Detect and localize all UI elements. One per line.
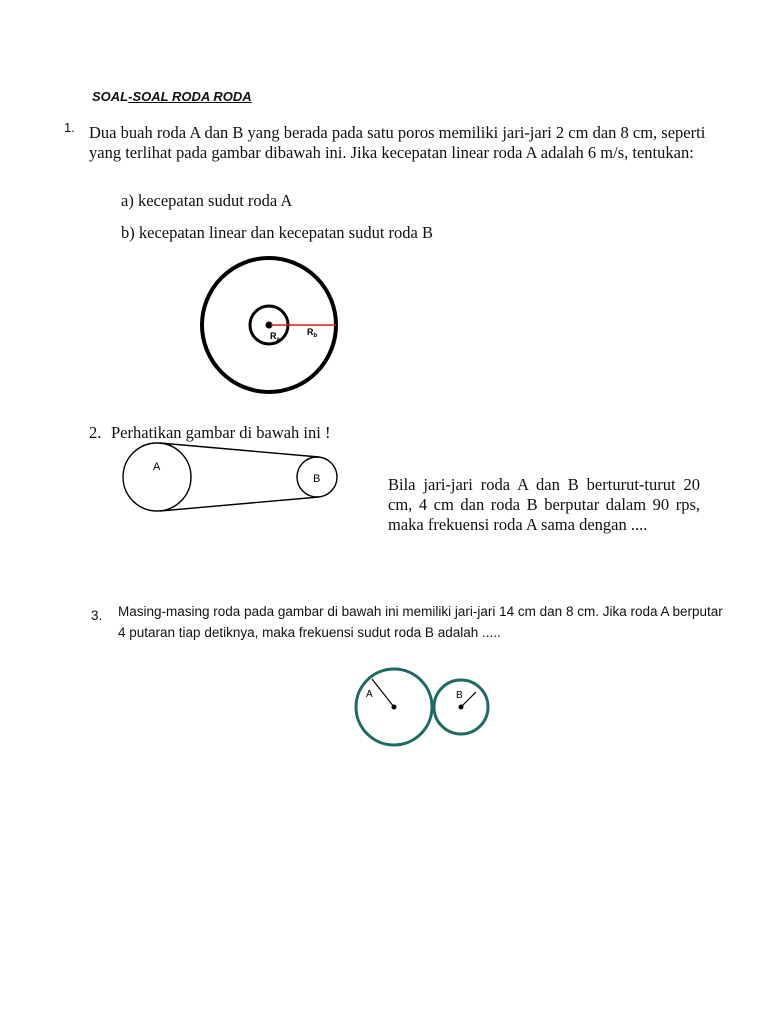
wheel-a-circle — [123, 443, 191, 511]
question-3-number: 3. — [91, 608, 103, 623]
label-a: A — [153, 461, 161, 473]
contact-wheels-diagram — [350, 665, 495, 747]
label-rb: $R_b$ — [307, 327, 318, 339]
question-1-option-b: b) kecepatan linear dan kecepatan sudut roda B — [121, 223, 433, 242]
label-ra: $R_a$ — [270, 331, 280, 343]
label-b: B — [313, 473, 321, 485]
question-2-text: Perhatikan gambar di bawah ini ! — [111, 423, 331, 442]
title-underlined: -SOAL RODA RODA — [128, 89, 252, 104]
label-a: A — [366, 689, 373, 700]
question-2-number: 2. — [89, 423, 102, 442]
belt-bottom-line — [160, 497, 319, 511]
title-prefix: SOAL — [92, 89, 129, 104]
center-b-dot — [459, 705, 464, 710]
belt-wheels-diagram — [118, 440, 343, 518]
belt-top-line — [160, 443, 319, 457]
radius-b-line — [461, 692, 476, 707]
question-1-text: Dua buah roda A dan B yang berada pada satu poros memiliki jari-jari 2 cm dan 8 cm, seperti yang terlihat pada gambar dibawah ini. Jika kecepatan linear roda A adalah 6 m/s, tentukan: — [89, 123, 706, 162]
question-2-description: Bila jari-jari roda A dan B berturut-turut 20 cm, 4 cm dan roda B berputar dalam 90 rps, maka frekuensi roda A sama dengan .... — [388, 475, 700, 534]
question-3-text: Masing-masing roda pada gambar di bawah ini memiliki jari-jari 14 cm dan 8 cm. Jika roda A berputar 4 putaran tiap detiknya, maka frekuensi sudut roda B adalah ..... — [118, 604, 723, 640]
page-title — [92, 89, 252, 104]
center-a-dot — [392, 705, 397, 710]
concentric-wheels-diagram — [190, 255, 350, 405]
label-b: B — [456, 690, 463, 701]
question-1-option-a: a) kecepatan sudut roda A — [121, 191, 293, 210]
question-1-number: 1. — [64, 120, 75, 135]
radius-a-line — [372, 679, 394, 707]
